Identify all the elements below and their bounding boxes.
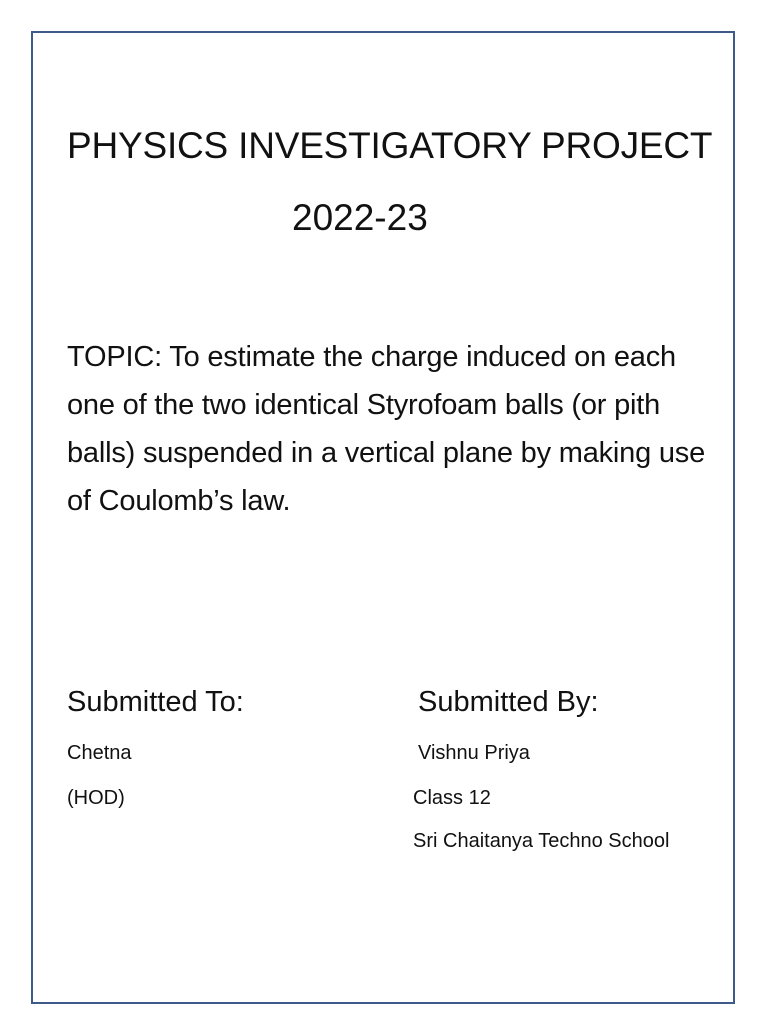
submitted-to-heading: Submitted To: bbox=[67, 686, 244, 718]
submitted-to-name: Chetna bbox=[67, 742, 132, 764]
submitted-by-heading: Submitted By: bbox=[418, 686, 599, 718]
submitted-to-role: (HOD) bbox=[67, 787, 125, 809]
submitted-by-name: Vishnu Priya bbox=[418, 742, 530, 764]
document-title: PHYSICS INVESTIGATORY PROJECT bbox=[67, 125, 713, 166]
submitted-by-class: Class 12 bbox=[413, 787, 491, 809]
document-year: 2022-23 bbox=[292, 197, 428, 238]
submitted-by-school: Sri Chaitanya Techno School bbox=[413, 830, 670, 852]
topic-paragraph: TOPIC: To estimate the charge induced on each one of the two identical Styrofoam balls (or pith balls) suspended in a vertical plane by making use of Coulomb’s law. bbox=[67, 341, 706, 517]
